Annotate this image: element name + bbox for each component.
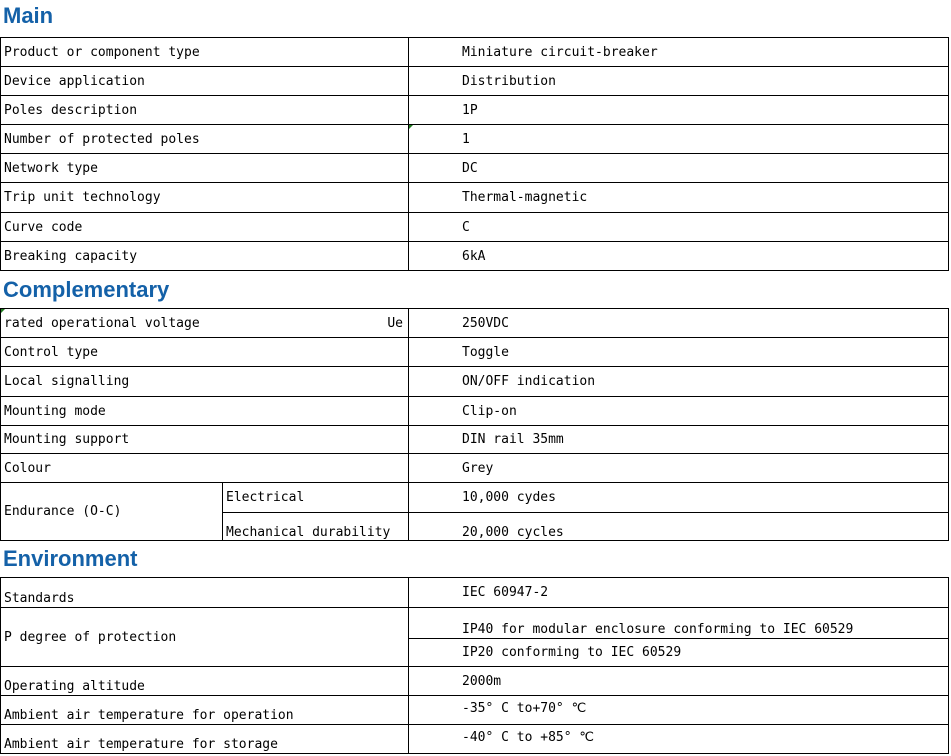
row-label: Mounting support <box>4 432 130 447</box>
table-row <box>0 95 949 125</box>
row-value: C <box>462 219 470 235</box>
row-value: Clip-on <box>462 403 517 419</box>
table-row <box>0 124 949 154</box>
table-row <box>0 366 949 397</box>
row-label: Endurance (O-C) <box>4 504 122 519</box>
row-label: Breaking capacity <box>4 248 138 264</box>
row-value: ON/OFF indication <box>462 374 596 389</box>
row-value: 6kA <box>462 248 486 264</box>
row-value: DIN rail 35mm <box>462 432 564 447</box>
section-title-environment: Environment <box>3 546 138 571</box>
table-row <box>0 695 949 725</box>
row-value: Grey <box>462 460 494 476</box>
row-value: DC <box>462 160 478 176</box>
table-row <box>0 453 949 483</box>
table-row <box>0 337 949 367</box>
row-value: 250VDC <box>462 315 509 331</box>
table-row <box>0 396 949 426</box>
row-value: Thermal-magnetic <box>462 190 588 205</box>
table-row <box>0 182 949 213</box>
row-label: Control type <box>4 344 98 360</box>
row-label: Colour <box>4 460 51 476</box>
table-row-ip <box>0 607 949 667</box>
row-value: Distribution <box>462 73 556 89</box>
row-label: rated operational voltage <box>4 315 200 331</box>
sub-row-label: Electrical <box>226 490 305 505</box>
row-value: 1P <box>462 102 478 118</box>
row-label: Number of protected poles <box>4 131 200 147</box>
table-row <box>0 66 949 96</box>
row-label: Standards <box>4 591 75 606</box>
table-row <box>0 308 949 338</box>
row-label: Device application <box>4 73 145 89</box>
sub-row-label: Mechanical durability <box>226 525 391 540</box>
table-row <box>0 153 949 183</box>
table-row <box>0 425 949 454</box>
voltage-symbol: Ue <box>387 315 403 331</box>
table-row <box>0 212 949 242</box>
row-label: P degree of protection <box>4 629 177 645</box>
row-value: 2000m <box>462 674 502 689</box>
row-label: Ambient air temperature for storage <box>4 737 278 752</box>
row-value: Miniature circuit-breaker <box>462 44 658 60</box>
table-row <box>0 241 949 271</box>
row-label: Poles description <box>4 102 138 118</box>
section-title-main: Main <box>3 3 54 28</box>
table-row <box>0 666 949 696</box>
row-label: Local signalling <box>4 374 130 389</box>
row-label: Curve code <box>4 219 83 235</box>
row-value: Toggle <box>462 344 509 360</box>
row-value: -40° C to +85° ℃ <box>462 730 594 745</box>
row-label: Network type <box>4 160 98 176</box>
row-value: 20,000 cycles <box>462 525 564 540</box>
row-label: Product or component type <box>4 44 200 60</box>
row-value: IP40 for modular enclosure conforming to IEC 60529 <box>462 622 854 637</box>
row-label: Mounting mode <box>4 403 106 419</box>
table-row <box>0 577 949 608</box>
row-value: 10,000 cydes <box>462 490 556 505</box>
table-row <box>0 724 949 754</box>
table-row <box>0 37 949 67</box>
section-title-complementary: Complementary <box>3 277 170 302</box>
row-value: IP20 conforming to IEC 60529 <box>462 645 682 660</box>
row-label: Trip unit technology <box>4 190 161 205</box>
table-row-endurance <box>0 482 949 541</box>
row-value: -35° C to+70° ℃ <box>462 701 587 716</box>
row-value: IEC 60947-2 <box>462 585 549 600</box>
row-value: 1 <box>462 131 470 147</box>
row-label: Ambient air temperature for operation <box>4 708 294 723</box>
row-label: Operating altitude <box>4 679 145 694</box>
